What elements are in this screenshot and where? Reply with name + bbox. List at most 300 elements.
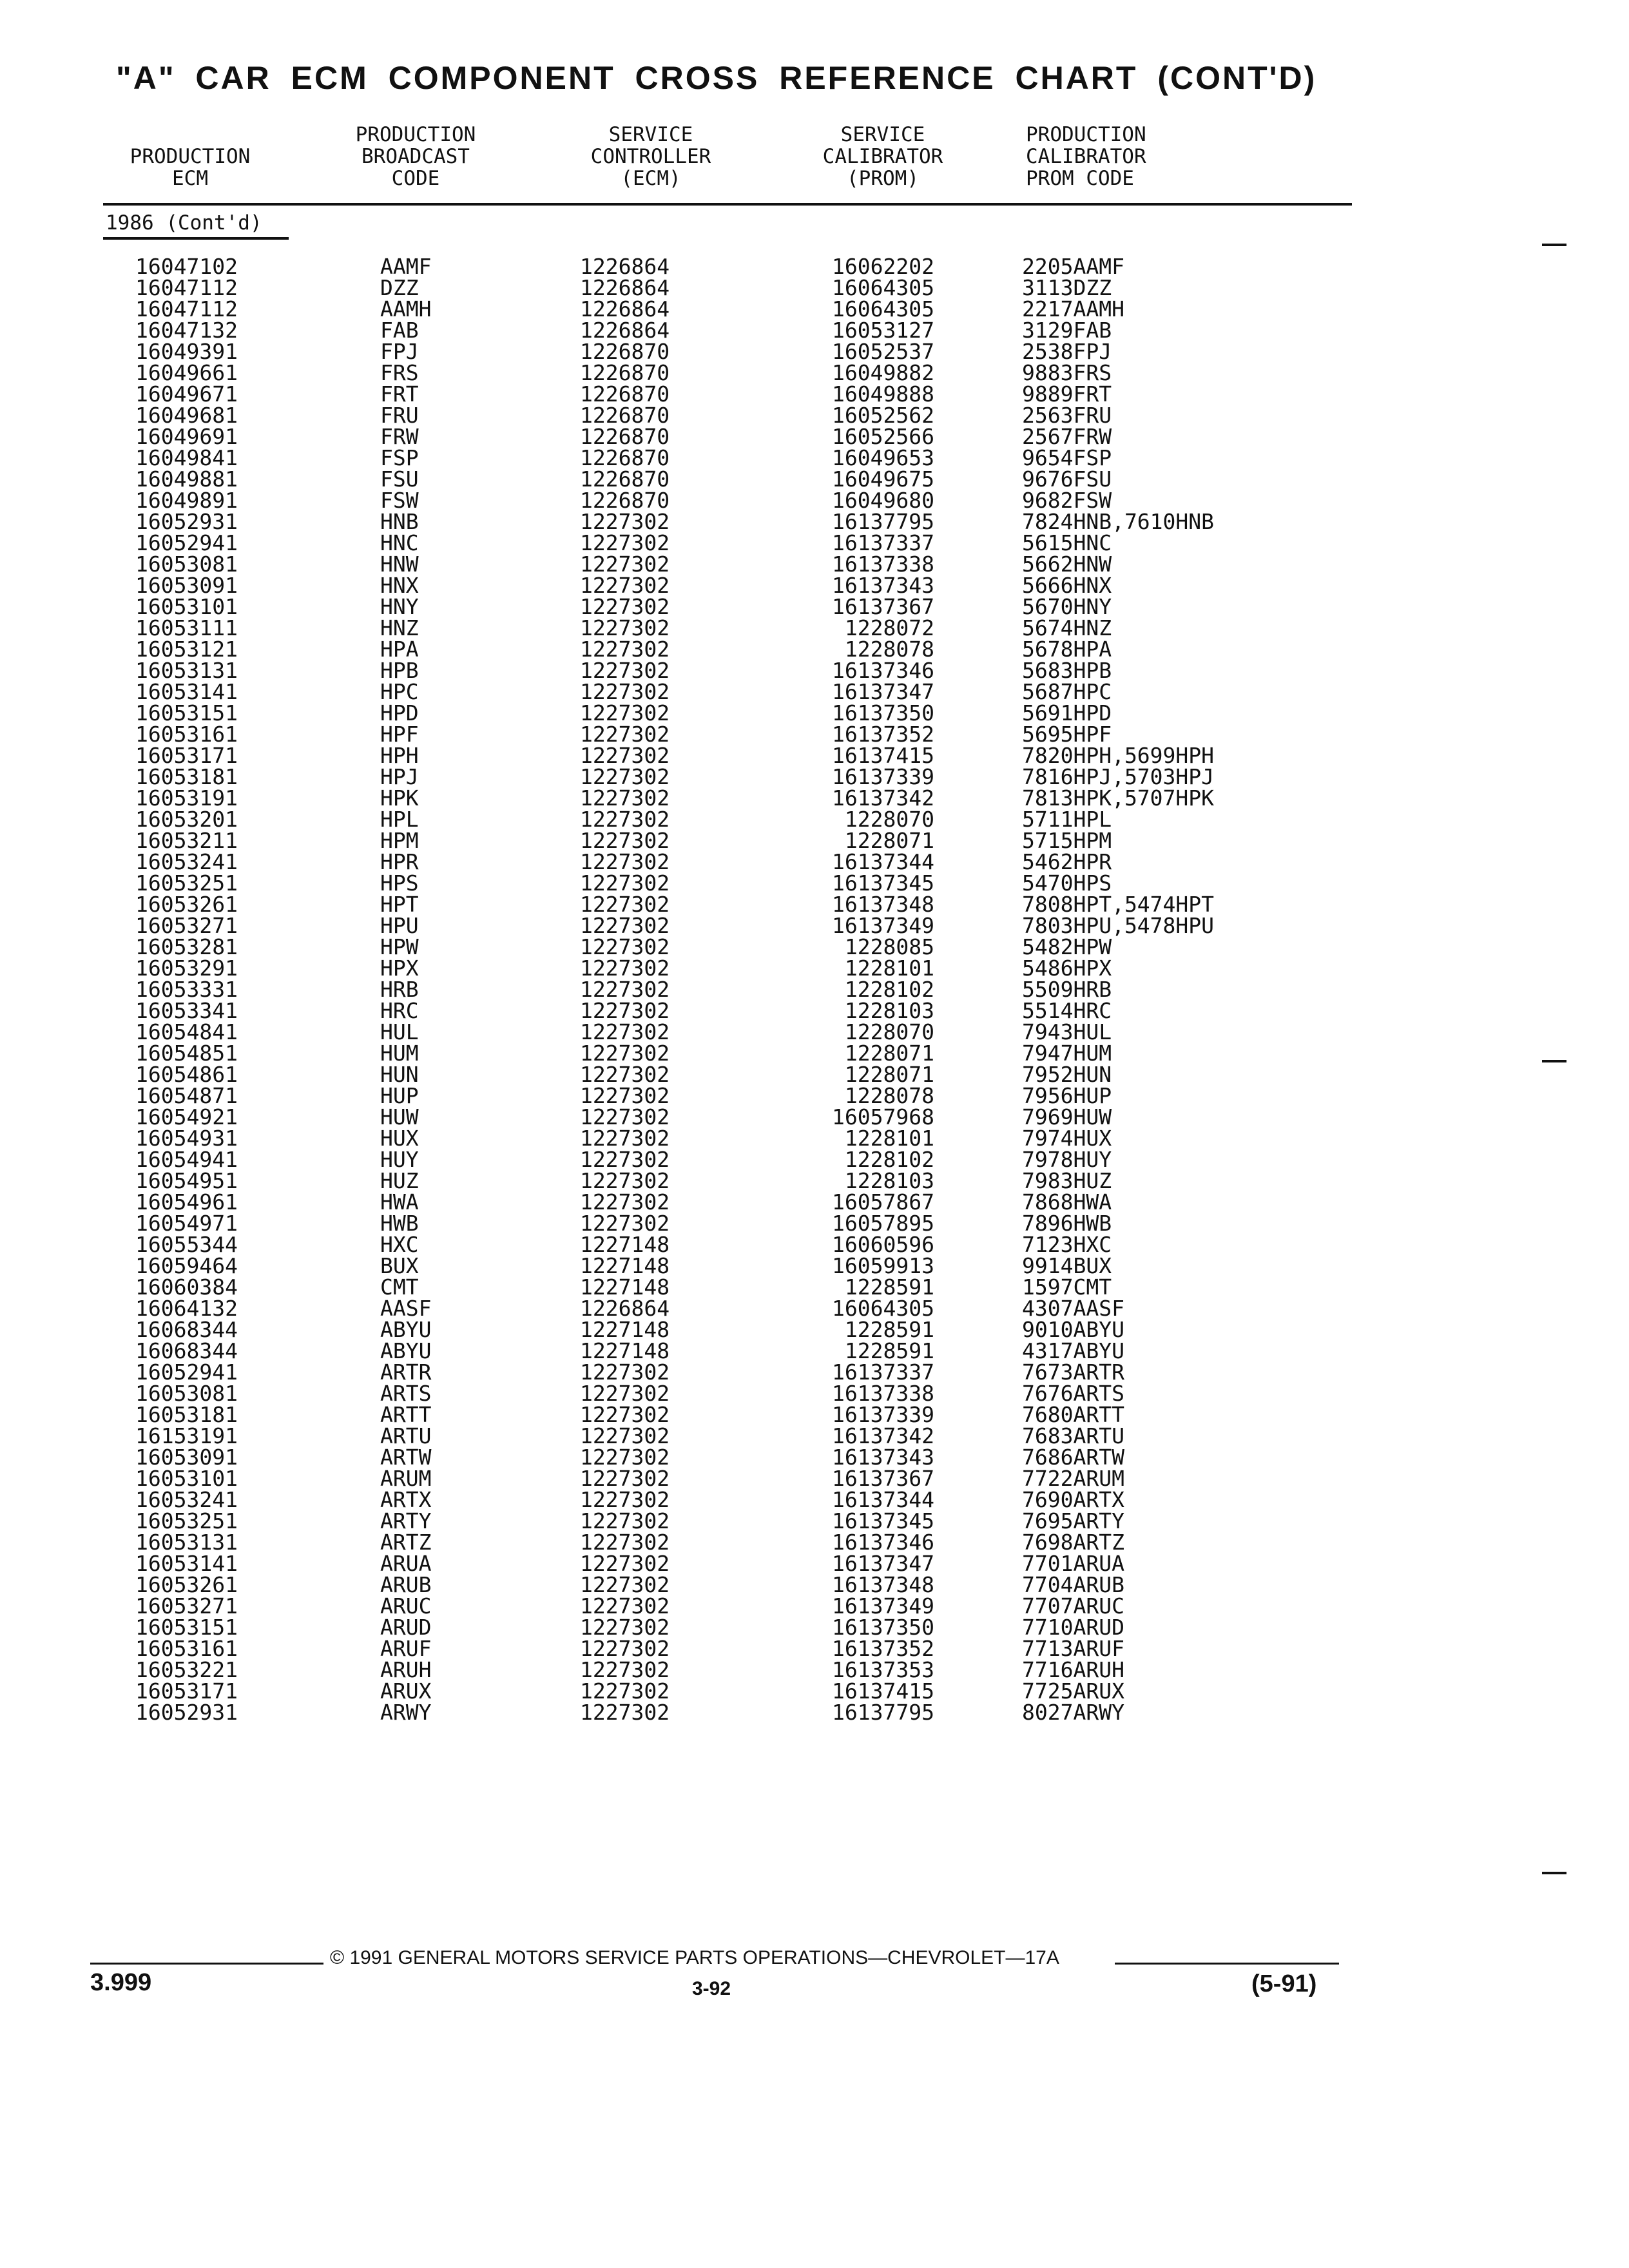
cell-service-controller: 1227302	[580, 1636, 670, 1661]
cell-service-calibrator: 16057968	[832, 1104, 934, 1129]
cell-service-calibrator: 16049675	[832, 466, 934, 492]
cell-service-controller: 1227302	[580, 679, 670, 704]
cell-service-controller: 1227302	[580, 722, 670, 747]
margin-mark	[1542, 1060, 1566, 1062]
cell-broadcast-code: BUX	[380, 1253, 419, 1278]
cell-production-ecm: 16053081	[135, 1381, 238, 1406]
cell-service-controller: 1227302	[580, 509, 670, 534]
cell-production-ecm: 16053261	[135, 1572, 238, 1597]
cell-prom-code: 5509HRB	[1022, 977, 1112, 1002]
cell-service-controller: 1227302	[580, 1508, 670, 1533]
cell-broadcast-code: HWB	[380, 1211, 419, 1236]
cell-service-calibrator: 16137346	[832, 1530, 934, 1555]
cell-broadcast-code: FSW	[380, 488, 419, 513]
cell-prom-code: 7710ARUD	[1022, 1615, 1124, 1640]
cell-prom-code: 5462HPR	[1022, 849, 1112, 874]
cell-prom-code: 7673ARTR	[1022, 1360, 1124, 1385]
cell-prom-code: 7683ARTU	[1022, 1423, 1124, 1448]
cell-production-ecm: 16064132	[135, 1296, 238, 1321]
cell-broadcast-code: ARTR	[380, 1360, 432, 1385]
cell-prom-code: 7713ARUF	[1022, 1636, 1124, 1661]
cell-broadcast-code: HNW	[380, 552, 419, 577]
cell-prom-code: 7824HNB,7610HNB	[1022, 509, 1215, 534]
cell-service-controller: 1227302	[580, 764, 670, 789]
cell-service-controller: 1227302	[580, 1041, 670, 1066]
cell-service-calibrator: 16049653	[832, 445, 934, 470]
cell-broadcast-code: ARTU	[380, 1423, 432, 1448]
cell-production-ecm: 16053221	[135, 1657, 238, 1682]
cell-production-ecm: 16049691	[135, 424, 238, 449]
cell-production-ecm: 16053111	[135, 615, 238, 640]
cell-service-controller: 1227302	[580, 934, 670, 959]
cell-broadcast-code: FPJ	[380, 339, 419, 364]
cell-broadcast-code: ARUC	[380, 1593, 432, 1619]
cell-broadcast-code: ABYU	[380, 1338, 432, 1363]
cell-prom-code: 2567FRW	[1022, 424, 1112, 449]
cell-prom-code: 7974HUX	[1022, 1126, 1112, 1151]
cell-broadcast-code: FRW	[380, 424, 419, 449]
cell-service-calibrator: 16137349	[832, 913, 934, 938]
cell-broadcast-code: HPM	[380, 828, 419, 853]
cell-production-ecm: 16054841	[135, 1019, 238, 1044]
cell-production-ecm: 16053341	[135, 998, 238, 1023]
cell-prom-code: 7704ARUB	[1022, 1572, 1124, 1597]
cell-prom-code: 9914BUX	[1022, 1253, 1112, 1278]
cell-service-controller: 1227302	[580, 658, 670, 683]
cell-prom-code: 7680ARTT	[1022, 1402, 1124, 1427]
cell-production-ecm: 16054921	[135, 1104, 238, 1129]
cell-prom-code: 8027ARWY	[1022, 1700, 1124, 1725]
col-header-production-calibrator-prom-code: PRODUCTION CALIBRATOR PROM CODE	[1026, 123, 1146, 190]
cell-service-controller: 1227302	[580, 1615, 670, 1640]
col-header-service-controller: SERVICE CONTROLLER (ECM)	[590, 123, 711, 190]
cell-service-calibrator: 1228078	[844, 637, 934, 662]
cell-service-calibrator: 16137367	[832, 594, 934, 619]
cell-production-ecm: 16053201	[135, 807, 238, 832]
cell-broadcast-code: AAMF	[380, 254, 432, 279]
cell-service-controller: 1227302	[580, 1168, 670, 1193]
cell-broadcast-code: AASF	[380, 1296, 432, 1321]
cell-service-controller: 1226864	[580, 318, 670, 343]
cell-prom-code: 5674HNZ	[1022, 615, 1112, 640]
cell-service-controller: 1226870	[580, 488, 670, 513]
col-header-production-ecm: PRODUCTION ECM	[130, 145, 251, 190]
cell-production-ecm: 16053211	[135, 828, 238, 853]
cell-service-controller: 1227302	[580, 1360, 670, 1385]
cell-production-ecm: 16047132	[135, 318, 238, 343]
cell-broadcast-code: FAB	[380, 318, 419, 343]
cell-production-ecm: 16053171	[135, 1678, 238, 1704]
cell-service-controller: 1227148	[580, 1253, 670, 1278]
cell-service-calibrator: 16062202	[832, 254, 934, 279]
cell-broadcast-code: HNX	[380, 573, 419, 598]
cell-production-ecm: 16053121	[135, 637, 238, 662]
cell-service-calibrator: 1228071	[844, 828, 934, 853]
cell-broadcast-code: HPR	[380, 849, 419, 874]
cell-service-controller: 1227302	[580, 956, 670, 981]
cell-broadcast-code: ARTX	[380, 1487, 432, 1512]
cell-prom-code: 5615HNC	[1022, 530, 1112, 555]
cell-service-calibrator: 16137352	[832, 722, 934, 747]
cell-service-calibrator: 16137345	[832, 1508, 934, 1533]
cell-prom-code: 2563FRU	[1022, 403, 1112, 428]
cell-service-calibrator: 16064305	[832, 296, 934, 322]
cell-prom-code: 7716ARUH	[1022, 1657, 1124, 1682]
cell-broadcast-code: ARUB	[380, 1572, 432, 1597]
cell-service-controller: 1227302	[580, 1126, 670, 1151]
cell-production-ecm: 16053151	[135, 700, 238, 726]
cell-service-calibrator: 16137415	[832, 1678, 934, 1704]
cell-service-calibrator: 16049680	[832, 488, 934, 513]
cell-broadcast-code: HRC	[380, 998, 419, 1023]
cell-broadcast-code: HRB	[380, 977, 419, 1002]
cell-production-ecm: 16055344	[135, 1232, 238, 1257]
cell-service-controller: 1227302	[580, 1487, 670, 1512]
cell-service-controller: 1227302	[580, 573, 670, 598]
cell-service-calibrator: 16060596	[832, 1232, 934, 1257]
cell-service-controller: 1227302	[580, 743, 670, 768]
cell-prom-code: 9883FRS	[1022, 360, 1112, 385]
cell-production-ecm: 16053291	[135, 956, 238, 981]
cell-prom-code: 7978HUY	[1022, 1147, 1112, 1172]
cell-service-controller: 1227148	[580, 1232, 670, 1257]
cell-service-calibrator: 16137415	[832, 743, 934, 768]
cell-service-controller: 1226870	[580, 466, 670, 492]
cell-service-controller: 1226864	[580, 1296, 670, 1321]
cell-service-calibrator: 1228085	[844, 934, 934, 959]
cell-prom-code: 1597CMT	[1022, 1274, 1112, 1300]
cell-broadcast-code: ARUF	[380, 1636, 432, 1661]
cell-prom-code: 7701ARUA	[1022, 1551, 1124, 1576]
cell-production-ecm: 16153191	[135, 1423, 238, 1448]
cell-service-controller: 1227302	[580, 1445, 670, 1470]
cell-broadcast-code: HNC	[380, 530, 419, 555]
cell-service-calibrator: 16049882	[832, 360, 934, 385]
cell-service-controller: 1226870	[580, 403, 670, 428]
cell-production-ecm: 16053331	[135, 977, 238, 1002]
cell-service-controller: 1227302	[580, 913, 670, 938]
margin-mark	[1542, 1872, 1566, 1874]
cell-broadcast-code: HPS	[380, 870, 419, 896]
cell-prom-code: 3113DZZ	[1022, 275, 1112, 300]
cell-prom-code: 7868HWA	[1022, 1189, 1112, 1215]
cell-production-ecm: 16053101	[135, 594, 238, 619]
cell-prom-code: 5662HNW	[1022, 552, 1112, 577]
cell-service-controller: 1226864	[580, 254, 670, 279]
cell-prom-code: 7969HUW	[1022, 1104, 1112, 1129]
cell-service-controller: 1227302	[580, 892, 670, 917]
cell-service-controller: 1227148	[580, 1338, 670, 1363]
cell-service-controller: 1227148	[580, 1274, 670, 1300]
cell-service-controller: 1227302	[580, 998, 670, 1023]
cell-service-calibrator: 16137338	[832, 1381, 934, 1406]
cell-broadcast-code: ARWY	[380, 1700, 432, 1725]
cell-broadcast-code: ARUH	[380, 1657, 432, 1682]
cell-prom-code: 7803HPU,5478HPU	[1022, 913, 1215, 938]
cell-prom-code: 5678HPA	[1022, 637, 1112, 662]
cell-service-controller: 1227148	[580, 1317, 670, 1342]
cell-broadcast-code: HUZ	[380, 1168, 419, 1193]
cell-prom-code: 5670HNY	[1022, 594, 1112, 619]
cell-service-calibrator: 16137342	[832, 785, 934, 811]
cell-production-ecm: 16052931	[135, 1700, 238, 1725]
cell-broadcast-code: HPT	[380, 892, 419, 917]
cell-production-ecm: 16053181	[135, 764, 238, 789]
cell-service-controller: 1227302	[580, 700, 670, 726]
cell-broadcast-code: HPJ	[380, 764, 419, 789]
cell-broadcast-code: ARTT	[380, 1402, 432, 1427]
cell-service-controller: 1227302	[580, 1062, 670, 1087]
cell-prom-code: 9676FSU	[1022, 466, 1112, 492]
cell-broadcast-code: ARUM	[380, 1466, 432, 1491]
section-underline	[103, 237, 289, 240]
cell-production-ecm: 16049881	[135, 466, 238, 492]
cell-broadcast-code: HUW	[380, 1104, 419, 1129]
cell-service-calibrator: 16137338	[832, 552, 934, 577]
cell-prom-code: 5482HPW	[1022, 934, 1112, 959]
cell-broadcast-code: HPB	[380, 658, 419, 683]
cell-service-calibrator: 1228071	[844, 1062, 934, 1087]
cell-prom-code: 5711HPL	[1022, 807, 1112, 832]
cell-service-calibrator: 16137337	[832, 1360, 934, 1385]
cell-service-calibrator: 16137343	[832, 1445, 934, 1470]
cell-prom-code: 7956HUP	[1022, 1083, 1112, 1108]
cell-prom-code: 5514HRC	[1022, 998, 1112, 1023]
cell-service-controller: 1227302	[580, 1466, 670, 1491]
cell-prom-code: 7947HUM	[1022, 1041, 1112, 1066]
cell-service-calibrator: 16137339	[832, 1402, 934, 1427]
cell-prom-code: 4317ABYU	[1022, 1338, 1124, 1363]
cell-service-controller: 1227302	[580, 1551, 670, 1576]
cell-service-controller: 1227302	[580, 552, 670, 577]
cell-service-controller: 1227302	[580, 807, 670, 832]
cell-service-controller: 1227302	[580, 1423, 670, 1448]
cell-service-controller: 1227302	[580, 530, 670, 555]
cell-service-calibrator: 16137350	[832, 700, 934, 726]
cell-production-ecm: 16059464	[135, 1253, 238, 1278]
cell-broadcast-code: CMT	[380, 1274, 419, 1300]
cell-production-ecm: 16060384	[135, 1274, 238, 1300]
cell-service-calibrator: 1228071	[844, 1041, 934, 1066]
cell-prom-code: 7813HPK,5707HPK	[1022, 785, 1215, 811]
cell-service-calibrator: 16064305	[832, 275, 934, 300]
cell-production-ecm: 16053131	[135, 1530, 238, 1555]
footer-rule-right	[1115, 1963, 1339, 1965]
cell-broadcast-code: HUM	[380, 1041, 419, 1066]
cell-production-ecm: 16053181	[135, 1402, 238, 1427]
cell-broadcast-code: HPD	[380, 700, 419, 726]
cell-prom-code: 9654FSP	[1022, 445, 1112, 470]
cell-service-calibrator: 16137342	[832, 1423, 934, 1448]
cell-prom-code: 2538FPJ	[1022, 339, 1112, 364]
cell-production-ecm: 16053171	[135, 743, 238, 768]
cell-prom-code: 9889FRT	[1022, 381, 1112, 407]
cell-prom-code: 7707ARUC	[1022, 1593, 1124, 1619]
col-header-production-broadcast-code: PRODUCTION BROADCAST CODE	[355, 123, 476, 190]
cell-service-controller: 1227302	[580, 1211, 670, 1236]
page-id: 3.999	[90, 1969, 152, 1996]
cell-service-calibrator: 16137352	[832, 1636, 934, 1661]
cell-service-calibrator: 1228103	[844, 1168, 934, 1193]
cell-service-controller: 1227302	[580, 1147, 670, 1172]
cell-production-ecm: 16053271	[135, 1593, 238, 1619]
cell-service-calibrator: 1228101	[844, 1126, 934, 1151]
cell-prom-code: 2205AAMF	[1022, 254, 1124, 279]
cell-broadcast-code: ARUD	[380, 1615, 432, 1640]
cell-service-calibrator: 16137795	[832, 509, 934, 534]
cell-broadcast-code: HUP	[380, 1083, 419, 1108]
cell-broadcast-code: HWA	[380, 1189, 419, 1215]
cell-production-ecm: 16053131	[135, 658, 238, 683]
cell-prom-code: 7820HPH,5699HPH	[1022, 743, 1215, 768]
cell-service-controller: 1227302	[580, 1402, 670, 1427]
page-title: "A" CAR ECM COMPONENT CROSS REFERENCE CHART (CONT'D)	[116, 60, 1317, 96]
cell-production-ecm: 16053271	[135, 913, 238, 938]
cell-service-calibrator: 16137350	[832, 1615, 934, 1640]
cell-service-calibrator: 1228591	[844, 1317, 934, 1342]
header-rule	[103, 203, 1352, 206]
cell-service-calibrator: 16052566	[832, 424, 934, 449]
cell-service-calibrator: 16137347	[832, 1551, 934, 1576]
cell-broadcast-code: HXC	[380, 1232, 419, 1257]
cell-production-ecm: 16068344	[135, 1338, 238, 1363]
cell-production-ecm: 16052941	[135, 530, 238, 555]
cell-service-calibrator: 16064305	[832, 1296, 934, 1321]
cell-service-controller: 1227302	[580, 594, 670, 619]
cell-service-calibrator: 1228072	[844, 615, 934, 640]
footer-rule-left	[90, 1963, 323, 1965]
cell-broadcast-code: FRT	[380, 381, 419, 407]
cell-prom-code: 7725ARUX	[1022, 1678, 1124, 1704]
cell-service-calibrator: 1228591	[844, 1274, 934, 1300]
cell-production-ecm: 16053251	[135, 870, 238, 896]
cell-service-calibrator: 16137345	[832, 870, 934, 896]
cell-production-ecm: 16054871	[135, 1083, 238, 1108]
cell-prom-code: 5666HNX	[1022, 573, 1112, 598]
cell-broadcast-code: DZZ	[380, 275, 419, 300]
cell-prom-code: 7722ARUM	[1022, 1466, 1124, 1491]
cell-prom-code: 9682FSW	[1022, 488, 1112, 513]
cell-service-calibrator: 1228101	[844, 956, 934, 981]
cell-production-ecm: 16054951	[135, 1168, 238, 1193]
cell-broadcast-code: HPU	[380, 913, 419, 938]
cell-service-calibrator: 16052562	[832, 403, 934, 428]
cell-broadcast-code: HUN	[380, 1062, 419, 1087]
cell-service-controller: 1227302	[580, 828, 670, 853]
cell-service-calibrator: 16052537	[832, 339, 934, 364]
cell-service-calibrator: 1228078	[844, 1083, 934, 1108]
cell-broadcast-code: ARTW	[380, 1445, 432, 1470]
cell-service-controller: 1227302	[580, 1657, 670, 1682]
cell-production-ecm: 16068344	[135, 1317, 238, 1342]
cell-production-ecm: 16053091	[135, 573, 238, 598]
cell-broadcast-code: ARTY	[380, 1508, 432, 1533]
cell-service-calibrator: 1228103	[844, 998, 934, 1023]
cell-production-ecm: 16049661	[135, 360, 238, 385]
cell-broadcast-code: ARUX	[380, 1678, 432, 1704]
cell-service-controller: 1226864	[580, 275, 670, 300]
cell-prom-code: 5486HPX	[1022, 956, 1112, 981]
cell-production-ecm: 16049391	[135, 339, 238, 364]
cell-prom-code: 7698ARTZ	[1022, 1530, 1124, 1555]
cell-production-ecm: 16047112	[135, 296, 238, 322]
cell-broadcast-code: ARTS	[380, 1381, 432, 1406]
cell-broadcast-code: HUL	[380, 1019, 419, 1044]
cell-broadcast-code: HPW	[380, 934, 419, 959]
cell-production-ecm: 16053161	[135, 1636, 238, 1661]
cell-prom-code: 7123HXC	[1022, 1232, 1112, 1257]
cell-production-ecm: 16053101	[135, 1466, 238, 1491]
cell-service-calibrator: 16137346	[832, 658, 934, 683]
cell-service-calibrator: 16137347	[832, 679, 934, 704]
cell-production-ecm: 16053281	[135, 934, 238, 959]
cell-service-calibrator: 16053127	[832, 318, 934, 343]
cell-service-controller: 1227302	[580, 977, 670, 1002]
cell-broadcast-code: FRS	[380, 360, 419, 385]
cell-production-ecm: 16054931	[135, 1126, 238, 1151]
cell-service-calibrator: 16057895	[832, 1211, 934, 1236]
cell-production-ecm: 16053241	[135, 1487, 238, 1512]
col-header-service-calibrator: SERVICE CALIBRATOR (PROM)	[822, 123, 943, 190]
section-heading: 1986 (Cont'd)	[106, 211, 262, 235]
cell-service-controller: 1226870	[580, 339, 670, 364]
cell-service-controller: 1227302	[580, 637, 670, 662]
cell-production-ecm: 16053081	[135, 552, 238, 577]
cell-broadcast-code: HUX	[380, 1126, 419, 1151]
cell-broadcast-code: FRU	[380, 403, 419, 428]
cell-service-calibrator: 16137367	[832, 1466, 934, 1491]
cell-prom-code: 9010ABYU	[1022, 1317, 1124, 1342]
cell-production-ecm: 16052931	[135, 509, 238, 534]
cell-broadcast-code: ARUA	[380, 1551, 432, 1576]
cell-service-calibrator: 16137339	[832, 764, 934, 789]
cell-production-ecm: 16053161	[135, 722, 238, 747]
cell-production-ecm: 16053261	[135, 892, 238, 917]
cell-service-calibrator: 16137348	[832, 1572, 934, 1597]
cell-service-controller: 1226870	[580, 381, 670, 407]
cell-broadcast-code: HPK	[380, 785, 419, 811]
cell-service-controller: 1227302	[580, 785, 670, 811]
cell-service-controller: 1227302	[580, 849, 670, 874]
cell-prom-code: 7816HPJ,5703HPJ	[1022, 764, 1215, 789]
cell-production-ecm: 16053141	[135, 679, 238, 704]
cell-production-ecm: 16049681	[135, 403, 238, 428]
cell-service-controller: 1226870	[580, 424, 670, 449]
cell-broadcast-code: HPX	[380, 956, 419, 981]
cell-production-ecm: 16054961	[135, 1189, 238, 1215]
cell-production-ecm: 16054861	[135, 1062, 238, 1087]
cell-service-calibrator: 16137795	[832, 1700, 934, 1725]
cell-service-controller: 1227302	[580, 1530, 670, 1555]
cell-production-ecm: 16047112	[135, 275, 238, 300]
cell-prom-code: 4307AASF	[1022, 1296, 1124, 1321]
cell-broadcast-code: HPA	[380, 637, 419, 662]
cell-service-controller: 1227302	[580, 1700, 670, 1725]
cell-production-ecm: 16054971	[135, 1211, 238, 1236]
cell-prom-code: 2217AAMH	[1022, 296, 1124, 322]
cell-service-calibrator: 1228070	[844, 807, 934, 832]
cell-prom-code: 7695ARTY	[1022, 1508, 1124, 1533]
cell-prom-code: 7686ARTW	[1022, 1445, 1124, 1470]
cell-production-ecm: 16049841	[135, 445, 238, 470]
cell-service-calibrator: 16137349	[832, 1593, 934, 1619]
cell-production-ecm: 16049891	[135, 488, 238, 513]
cell-prom-code: 7952HUN	[1022, 1062, 1112, 1087]
cell-service-controller: 1227302	[580, 1593, 670, 1619]
cell-production-ecm: 16049671	[135, 381, 238, 407]
cell-service-calibrator: 16137337	[832, 530, 934, 555]
cell-service-controller: 1227302	[580, 1104, 670, 1129]
